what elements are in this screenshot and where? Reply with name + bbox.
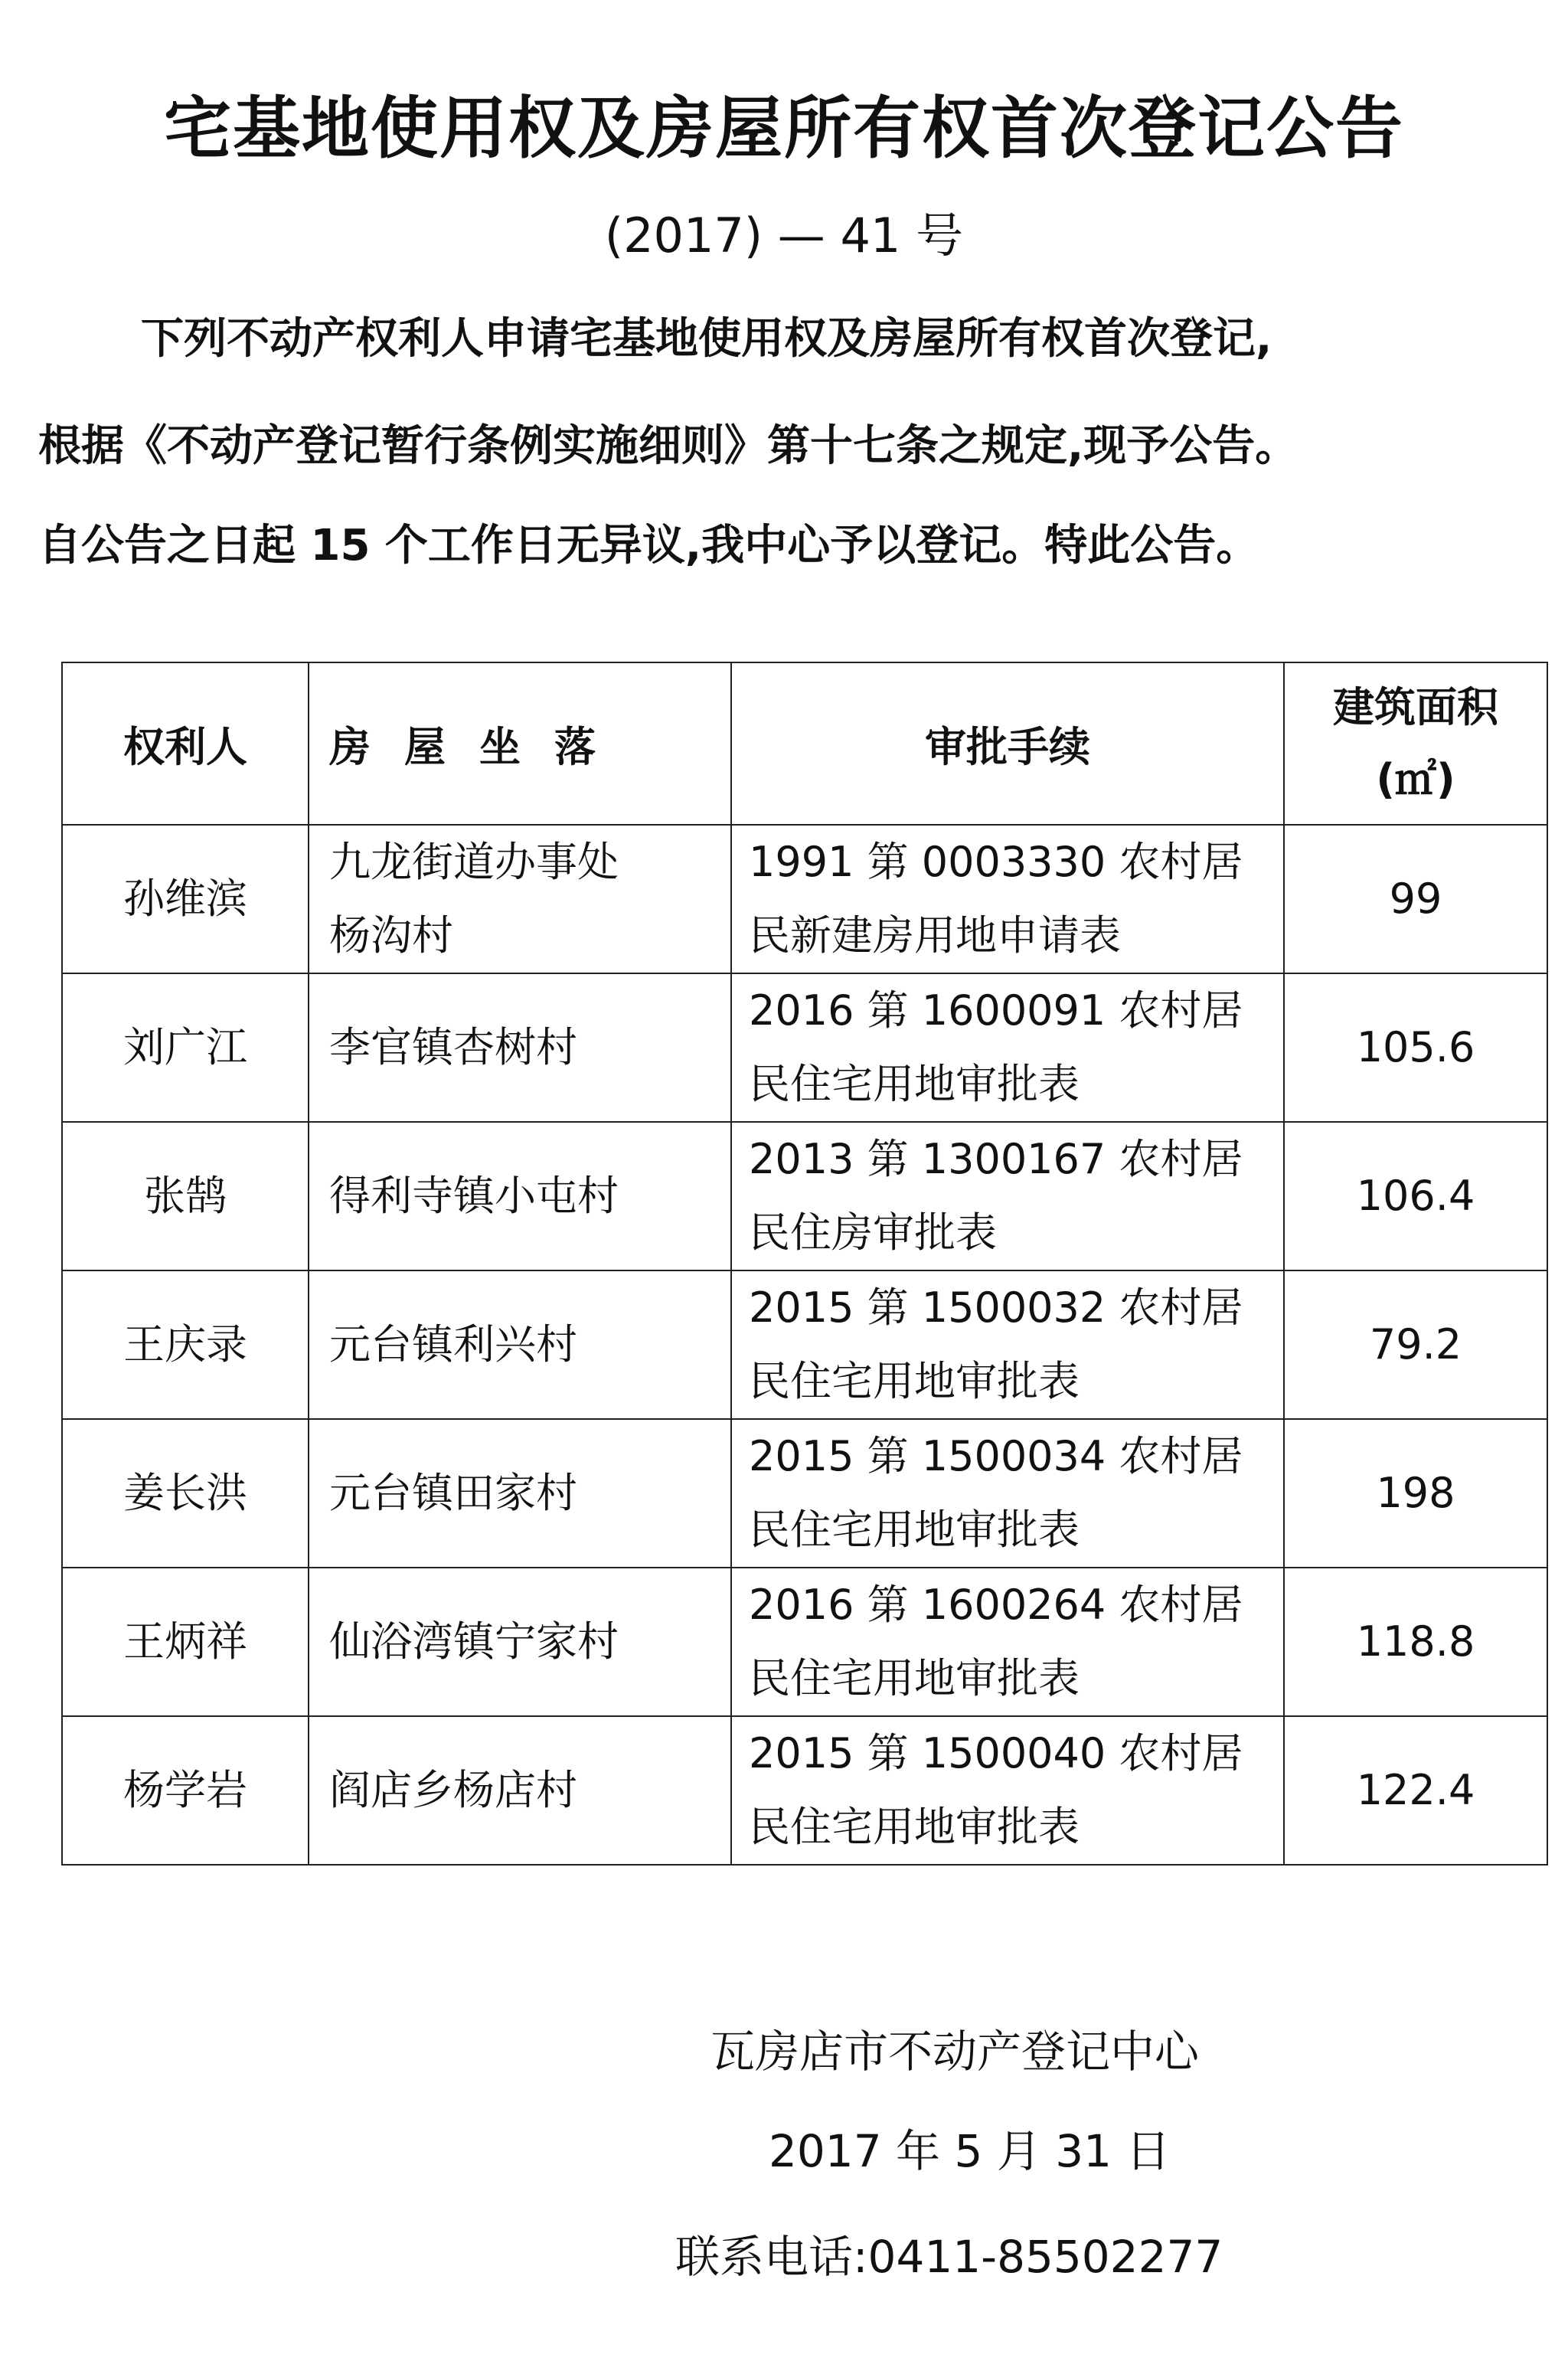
header-location: 房屋坐落 — [309, 662, 731, 825]
issue-date: 2017 年 5 月 31 日 — [769, 2125, 1171, 2177]
intro-line-3: 自公告之日起 15 个工作日无异议,我中心予以登记。特此公告。 — [38, 521, 1259, 571]
cell-location-line1: 仙浴湾镇宁家村 — [329, 1617, 619, 1666]
intro-line-2: 根据《不动产登记暂行条例实施细则》第十七条之规定,现予公告。 — [38, 421, 1298, 471]
cell-area: 118.8 — [1284, 1568, 1547, 1716]
header-area-unit: (㎡) — [1376, 755, 1455, 803]
document-number: (2017) — 41 号 — [604, 208, 964, 263]
cell-area: 99 — [1284, 825, 1547, 973]
cell-approval-line1: 2015 第 1500040 农村居 — [749, 1729, 1243, 1777]
cell-approval-line1: 2015 第 1500032 农村居 — [749, 1283, 1243, 1332]
cell-approval-line2: 民住宅用地审批表 — [749, 1357, 1080, 1405]
cell-location-line1: 得利寺镇小屯村 — [329, 1172, 619, 1220]
table-row — [62, 1270, 1547, 1419]
cell-approval — [731, 1419, 1284, 1568]
header-holder: 权利人 — [62, 662, 309, 825]
cell-location — [309, 973, 731, 1122]
cell-approval-line2: 民住宅用地审批表 — [749, 1803, 1080, 1851]
cell-approval-line1: 1991 第 0003330 农村居 — [749, 838, 1243, 886]
header-approval: 审批手续 — [731, 662, 1284, 825]
cell-holder: 王炳祥 — [62, 1568, 309, 1716]
cell-holder: 姜长洪 — [62, 1419, 309, 1568]
cell-location-line1: 阎店乡杨店村 — [329, 1766, 577, 1814]
cell-approval-line1: 2016 第 1600264 农村居 — [749, 1581, 1243, 1629]
cell-approval — [731, 1270, 1284, 1419]
cell-location-line1: 元台镇田家村 — [329, 1469, 577, 1517]
cell-holder: 刘广江 — [62, 973, 309, 1122]
table-row — [62, 1122, 1547, 1270]
registration-table — [61, 662, 1548, 1866]
cell-approval-line1: 2016 第 1600091 农村居 — [749, 986, 1243, 1035]
cell-location-line1: 元台镇利兴村 — [329, 1320, 577, 1368]
header-area — [1284, 662, 1547, 825]
contact-phone: 联系电话:0411-85502277 — [675, 2231, 1223, 2283]
cell-approval-line2: 民新建房用地申请表 — [749, 911, 1121, 960]
organization-name: 瓦房店市不动产登记中心 — [710, 2026, 1200, 2078]
cell-approval-line2: 民住房审批表 — [749, 1208, 997, 1257]
notice-title: 宅基地使用权及房屋所有权首次登记公告 — [163, 89, 1404, 168]
cell-approval-line2: 民住宅用地审批表 — [749, 1060, 1080, 1108]
cell-location — [309, 1122, 731, 1270]
table-row — [62, 825, 1547, 973]
cell-location — [309, 1270, 731, 1419]
cell-area: 106.4 — [1284, 1122, 1547, 1270]
intro-line-1: 下列不动产权利人申请宅基地使用权及房屋所有权首次登记, — [141, 314, 1272, 364]
cell-approval — [731, 1122, 1284, 1270]
cell-area: 198 — [1284, 1419, 1547, 1568]
cell-holder: 张鹄 — [62, 1122, 309, 1270]
cell-approval — [731, 1716, 1284, 1865]
cell-location — [309, 1568, 731, 1716]
cell-area: 79.2 — [1284, 1270, 1547, 1419]
cell-approval — [731, 973, 1284, 1122]
cell-approval-line1: 2015 第 1500034 农村居 — [749, 1432, 1243, 1480]
table-row — [62, 973, 1547, 1122]
cell-approval-line2: 民住宅用地审批表 — [749, 1506, 1080, 1554]
cell-area: 122.4 — [1284, 1716, 1547, 1865]
cell-approval — [731, 825, 1284, 973]
cell-location-line1: 九龙街道办事处 — [329, 838, 619, 886]
cell-location — [309, 825, 731, 973]
cell-location — [309, 1716, 731, 1865]
cell-holder: 杨学岩 — [62, 1716, 309, 1865]
table-header-row — [62, 662, 1547, 825]
header-area-label: 建筑面积 — [1333, 683, 1498, 731]
table-row — [62, 1568, 1547, 1716]
cell-holder: 孙维滨 — [62, 825, 309, 973]
cell-approval-line1: 2013 第 1300167 农村居 — [749, 1135, 1243, 1183]
cell-location-line1: 李官镇杏树村 — [329, 1023, 577, 1071]
cell-holder: 王庆录 — [62, 1270, 309, 1419]
table-row — [62, 1716, 1547, 1865]
cell-location — [309, 1419, 731, 1568]
cell-approval — [731, 1568, 1284, 1716]
table-row — [62, 1419, 1547, 1568]
cell-location-line2: 杨沟村 — [329, 911, 453, 960]
cell-approval-line2: 民住宅用地审批表 — [749, 1654, 1080, 1702]
cell-area: 105.6 — [1284, 973, 1547, 1122]
